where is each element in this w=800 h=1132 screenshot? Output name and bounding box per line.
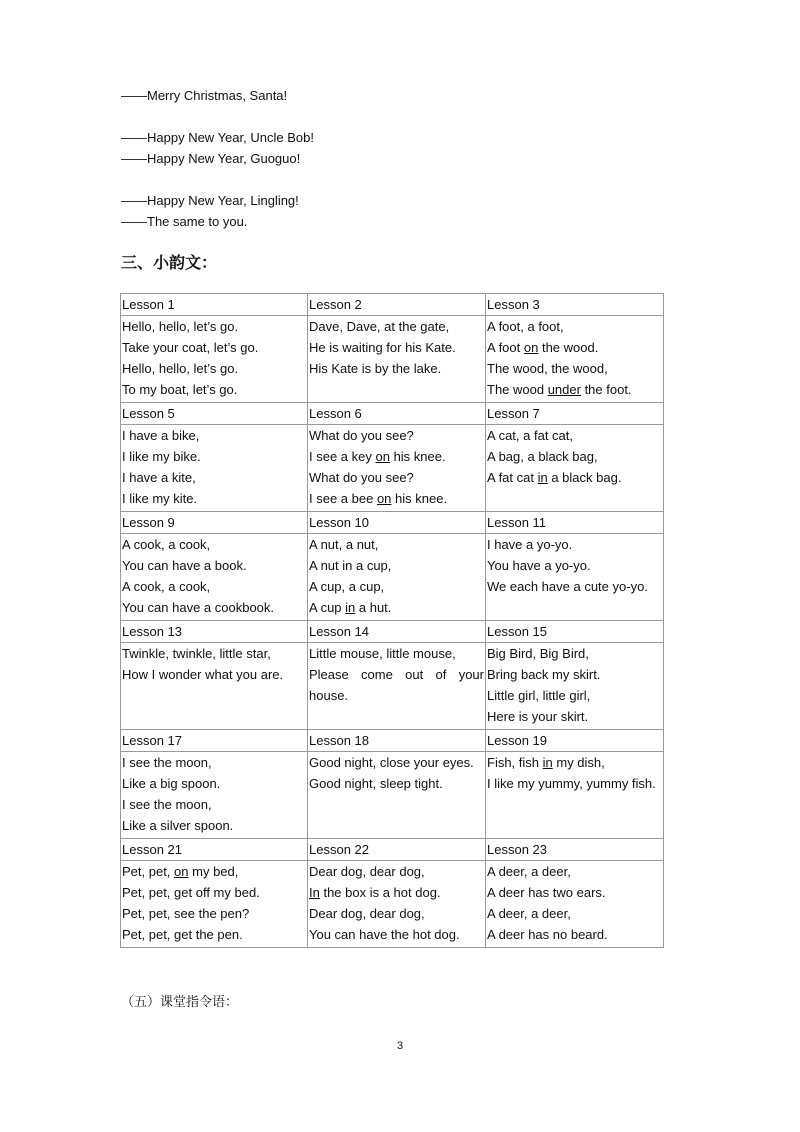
lesson-title: Lesson 6 xyxy=(308,403,486,425)
rhyme-text: Good night, close your eyes. xyxy=(309,755,474,770)
lesson-header-row xyxy=(121,839,664,861)
rhyme-text: His Kate is by the lake. xyxy=(309,361,442,376)
rhyme-text: He is waiting for his Kate. xyxy=(309,340,456,355)
rhymes-table xyxy=(120,293,664,948)
rhyme-text: A deer has two ears. xyxy=(487,885,606,900)
rhyme-cell xyxy=(121,316,308,403)
rhyme-cell xyxy=(121,425,308,512)
rhyme-text: I see the moon, xyxy=(122,755,212,770)
rhyme-line xyxy=(122,379,306,400)
lesson-title: Lesson 23 xyxy=(486,839,664,861)
rhyme-text: my bed, xyxy=(188,864,239,879)
rhyme-line xyxy=(122,597,306,618)
rhyme-line xyxy=(309,861,484,882)
dialog-line: ——Happy New Year, Lingling! xyxy=(121,193,299,208)
rhyme-text: Big Bird, Big Bird, xyxy=(487,646,589,661)
rhyme-line xyxy=(309,467,484,488)
lesson-rhyme-row xyxy=(121,534,664,621)
rhyme-text: A cook, a cook, xyxy=(122,537,211,552)
rhyme-text: You can have the hot dog. xyxy=(309,927,460,942)
rhyme-text: You have a yo-yo. xyxy=(487,558,591,573)
rhyme-line xyxy=(122,752,306,773)
lesson-header-row xyxy=(121,621,664,643)
rhyme-text: You can have a book. xyxy=(122,558,247,573)
lesson-title: Lesson 2 xyxy=(308,294,486,316)
rhyme-text: the box is a hot dog. xyxy=(319,885,441,900)
rhyme-line xyxy=(122,576,306,597)
rhyme-cell xyxy=(121,752,308,839)
rhyme-text: I see a bee xyxy=(309,491,377,506)
underlined-word: in xyxy=(542,755,553,770)
lesson-title: Lesson 17 xyxy=(121,730,308,752)
rhyme-line xyxy=(487,861,662,882)
rhyme-text: a hut. xyxy=(355,600,392,615)
lesson-rhyme-row xyxy=(121,752,664,839)
rhyme-text: The wood, the wood, xyxy=(487,361,608,376)
rhyme-line xyxy=(487,446,662,467)
rhyme-line xyxy=(122,534,306,555)
lesson-title: Lesson 21 xyxy=(121,839,308,861)
lesson-title: Lesson 10 xyxy=(308,512,486,534)
underlined-word: on xyxy=(376,491,392,506)
rhyme-cell xyxy=(486,861,664,948)
rhyme-text: To my boat, let’s go. xyxy=(122,382,238,397)
lesson-title: Lesson 1 xyxy=(121,294,308,316)
rhyme-line xyxy=(487,924,662,945)
rhyme-line xyxy=(487,379,662,400)
lesson-title: Lesson 15 xyxy=(486,621,664,643)
rhyme-text: Here is your skirt. xyxy=(487,709,589,724)
rhyme-text: A cook, a cook, xyxy=(122,579,211,594)
rhyme-line xyxy=(309,337,484,358)
rhyme-line xyxy=(122,815,306,836)
lesson-title: Lesson 9 xyxy=(121,512,308,534)
rhyme-line xyxy=(487,316,662,337)
rhyme-line xyxy=(122,488,306,509)
dialog-line: ——The same to you. xyxy=(121,214,248,229)
rhyme-text: We each have a cute yo-yo. xyxy=(487,579,648,594)
rhyme-text: the wood. xyxy=(538,340,599,355)
rhyme-text: Hello, hello, let’s go. xyxy=(122,361,239,376)
rhyme-text: Pet, pet, get the pen. xyxy=(122,927,243,942)
rhyme-line xyxy=(487,467,662,488)
rhyme-cell xyxy=(121,534,308,621)
rhyme-line xyxy=(309,752,484,773)
rhyme-text: I see the moon, xyxy=(122,797,212,812)
rhyme-line xyxy=(122,358,306,379)
rhyme-line xyxy=(487,358,662,379)
rhyme-cell xyxy=(308,534,486,621)
underlined-word: on xyxy=(523,340,539,355)
rhyme-line xyxy=(122,446,306,467)
lesson-title: Lesson 13 xyxy=(121,621,308,643)
rhyme-text: my dish, xyxy=(552,755,605,770)
rhyme-cell xyxy=(486,752,664,839)
rhyme-text: A fat cat xyxy=(487,470,538,485)
lesson-title: Lesson 22 xyxy=(308,839,486,861)
lesson-title: Lesson 19 xyxy=(486,730,664,752)
rhyme-line xyxy=(122,861,306,882)
rhyme-text: Good night, sleep tight. xyxy=(309,776,443,791)
rhyme-line xyxy=(487,685,662,706)
rhyme-text: A deer, a deer, xyxy=(487,906,571,921)
rhyme-cell xyxy=(486,534,664,621)
underlined-word: under xyxy=(547,382,581,397)
rhyme-text: Dave, Dave, at the gate, xyxy=(309,319,450,334)
rhyme-text: Little mouse, little mouse, xyxy=(309,646,456,661)
rhyme-text: Pet, pet, xyxy=(122,864,175,879)
rhyme-cell xyxy=(486,643,664,730)
rhyme-text: I have a kite, xyxy=(122,470,196,485)
rhyme-text: A cup xyxy=(309,600,346,615)
rhyme-line xyxy=(487,555,662,576)
rhyme-line xyxy=(122,773,306,794)
rhyme-text: his knee. xyxy=(389,449,446,464)
lesson-rhyme-row xyxy=(121,643,664,730)
rhyme-line xyxy=(309,358,484,379)
rhyme-text: Dear dog, dear dog, xyxy=(309,906,425,921)
lesson-title: Lesson 3 xyxy=(486,294,664,316)
lesson-title: Lesson 14 xyxy=(308,621,486,643)
rhyme-text: Take your coat, let’s go. xyxy=(122,340,259,355)
lesson-title: Lesson 7 xyxy=(486,403,664,425)
rhyme-text: Pet, pet, get off my bed. xyxy=(122,885,260,900)
lesson-header-row xyxy=(121,730,664,752)
lesson-rhyme-row xyxy=(121,425,664,512)
rhyme-text: A cat, a fat cat, xyxy=(487,428,573,443)
rhyme-text: A deer, a deer, xyxy=(487,864,571,879)
rhyme-text: Little girl, little girl, xyxy=(487,688,591,703)
rhyme-text: I see a key xyxy=(309,449,376,464)
rhyme-line xyxy=(487,706,662,727)
section-heading: 三、小韵文： xyxy=(121,253,218,272)
rhyme-line xyxy=(309,924,484,945)
rhyme-line xyxy=(122,903,306,924)
rhyme-text: A nut, a nut, xyxy=(309,537,379,552)
rhyme-text: A foot xyxy=(487,340,524,355)
rhyme-line xyxy=(122,794,306,815)
rhyme-paragraph: Please come out of your house. xyxy=(309,667,484,703)
rhyme-line xyxy=(487,752,662,773)
rhyme-text: Twinkle, twinkle, little star, xyxy=(122,646,271,661)
rhyme-text: How I wonder what you are. xyxy=(122,667,284,682)
rhyme-line xyxy=(122,425,306,446)
dialog-line: ——Happy New Year, Guoguo! xyxy=(121,151,301,166)
rhyme-text: a black bag. xyxy=(547,470,622,485)
rhyme-line xyxy=(309,316,484,337)
rhyme-line xyxy=(309,425,484,446)
rhyme-text: You can have a cookbook. xyxy=(122,600,275,615)
rhyme-line xyxy=(487,576,662,597)
underlined-word: in xyxy=(537,470,548,485)
classroom-instructions-heading: （五）课堂指令语： xyxy=(121,995,239,1010)
rhyme-line xyxy=(122,664,306,685)
rhyme-text: Like a big spoon. xyxy=(122,776,221,791)
rhyme-text: What do you see? xyxy=(309,428,414,443)
rhyme-text: I have a bike, xyxy=(122,428,200,443)
rhyme-text: Hello, hello, let’s go. xyxy=(122,319,239,334)
rhyme-line xyxy=(309,882,484,903)
rhyme-text: the foot. xyxy=(580,382,632,397)
rhyme-text: Like a silver spoon. xyxy=(122,818,234,833)
rhyme-text: his knee. xyxy=(391,491,448,506)
lesson-header-row xyxy=(121,403,664,425)
rhyme-text: Bring back my skirt. xyxy=(487,667,601,682)
rhyme-text: What do you see? xyxy=(309,470,414,485)
page-number: 3 xyxy=(396,1040,404,1052)
rhyme-line xyxy=(487,773,662,794)
rhyme-line xyxy=(487,664,662,685)
rhyme-cell xyxy=(486,425,664,512)
rhyme-line xyxy=(122,882,306,903)
rhyme-cell xyxy=(308,861,486,948)
rhyme-text: Dear dog, dear dog, xyxy=(309,864,425,879)
lesson-title: Lesson 18 xyxy=(308,730,486,752)
rhyme-line xyxy=(309,643,484,664)
rhyme-text: I like my bike. xyxy=(122,449,201,464)
rhyme-line xyxy=(122,337,306,358)
lesson-rhyme-row xyxy=(121,316,664,403)
rhyme-line xyxy=(309,903,484,924)
rhyme-line xyxy=(309,773,484,794)
rhyme-cell xyxy=(121,643,308,730)
rhyme-text: I like my kite. xyxy=(122,491,198,506)
lesson-header-row xyxy=(121,512,664,534)
lesson-header-row xyxy=(121,294,664,316)
rhyme-text: The wood xyxy=(487,382,548,397)
rhyme-line xyxy=(122,924,306,945)
rhyme-text: A deer has no beard. xyxy=(487,927,608,942)
rhyme-line xyxy=(487,903,662,924)
rhyme-line xyxy=(122,555,306,576)
underlined-word: on xyxy=(174,864,189,879)
rhymes-table-body xyxy=(121,294,664,948)
lesson-rhyme-row xyxy=(121,861,664,948)
underlined-word: in xyxy=(345,600,356,615)
rhyme-text: A cup, a cup, xyxy=(309,579,385,594)
rhyme-line xyxy=(309,446,484,467)
rhyme-text: Pet, pet, see the pen? xyxy=(122,906,250,921)
rhyme-line xyxy=(487,534,662,555)
rhyme-line xyxy=(309,555,484,576)
rhyme-cell xyxy=(308,643,486,730)
rhyme-line xyxy=(487,643,662,664)
rhyme-text: I like my yummy, yummy fish. xyxy=(487,776,656,791)
rhyme-line xyxy=(309,597,484,618)
rhyme-text: Fish, fish xyxy=(487,755,543,770)
underlined-word: In xyxy=(309,885,320,900)
rhyme-line xyxy=(122,643,306,664)
rhyme-line xyxy=(309,534,484,555)
greeting-dialog-1 xyxy=(121,85,287,106)
greeting-dialog-2 xyxy=(121,127,314,169)
rhyme-text: A foot, a foot, xyxy=(487,319,564,334)
rhyme-cell xyxy=(308,316,486,403)
rhyme-text: I have a yo-yo. xyxy=(487,537,573,552)
rhyme-line xyxy=(122,316,306,337)
underlined-word: on xyxy=(375,449,390,464)
rhyme-line xyxy=(487,882,662,903)
dialog-line: ——Happy New Year, Uncle Bob! xyxy=(121,130,314,145)
greeting-dialog-3 xyxy=(121,190,299,232)
dialog-line: ——Merry Christmas, Santa! xyxy=(121,88,288,103)
rhyme-line xyxy=(309,488,484,509)
lesson-title: Lesson 5 xyxy=(121,403,308,425)
rhyme-line xyxy=(122,467,306,488)
rhyme-text: A nut in a cup, xyxy=(309,558,392,573)
rhyme-text: A bag, a black bag, xyxy=(487,449,598,464)
rhyme-cell xyxy=(121,861,308,948)
rhyme-cell xyxy=(486,316,664,403)
rhyme-line xyxy=(487,337,662,358)
rhyme-cell xyxy=(308,425,486,512)
rhyme-line xyxy=(309,576,484,597)
rhyme-line xyxy=(487,425,662,446)
lesson-title: Lesson 11 xyxy=(486,512,664,534)
rhyme-cell xyxy=(308,752,486,839)
